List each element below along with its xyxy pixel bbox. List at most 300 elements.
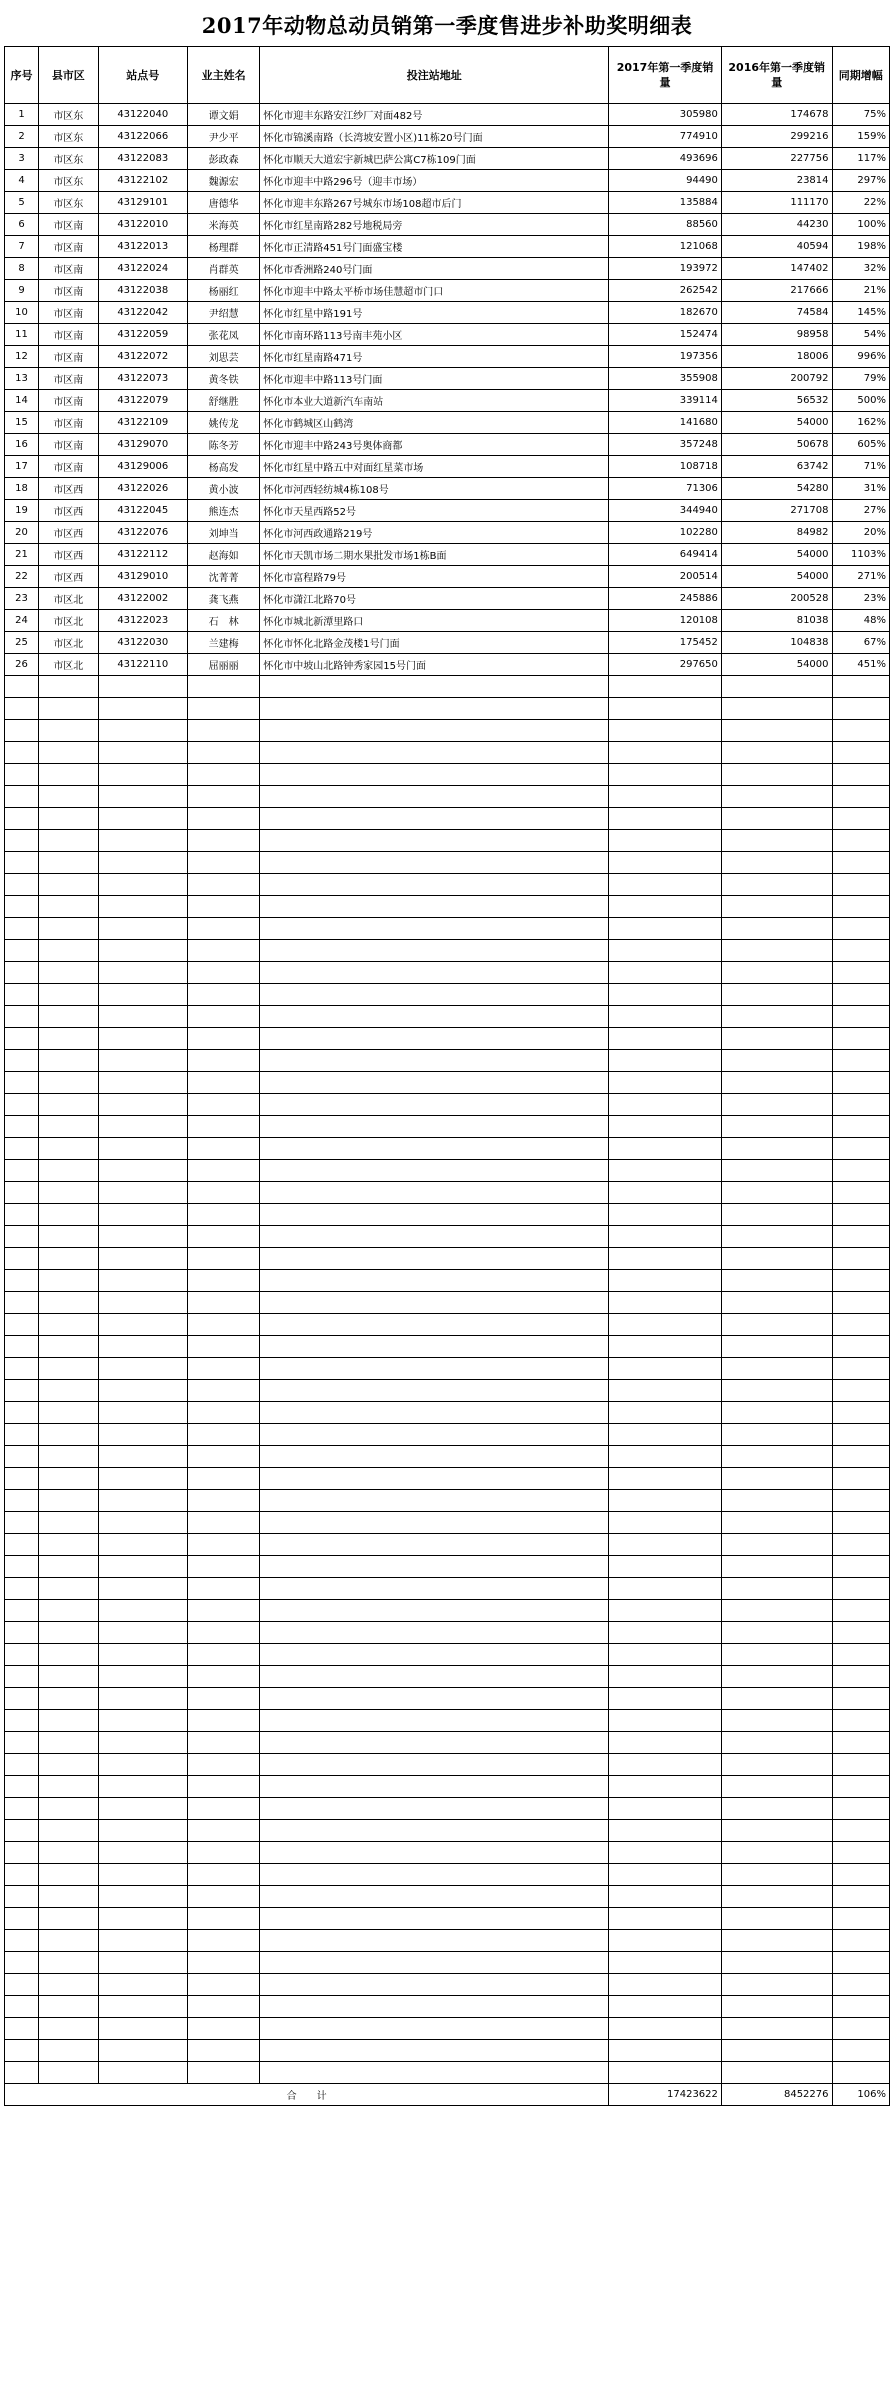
row-sales-2016 xyxy=(721,1358,832,1380)
row-sales-2017: 493696 xyxy=(609,148,722,170)
row-county: 市区西 xyxy=(39,544,99,566)
row-station xyxy=(98,1006,187,1028)
table-row-empty xyxy=(5,1930,890,1952)
table-row xyxy=(5,632,890,654)
row-station: 43122002 xyxy=(98,588,187,610)
row-sales-2017 xyxy=(609,1424,722,1446)
row-county xyxy=(39,1776,99,1798)
row-number xyxy=(5,764,39,786)
table-row-empty xyxy=(5,1490,890,1512)
row-owner xyxy=(187,1160,259,1182)
row-address xyxy=(260,764,609,786)
table-row-empty xyxy=(5,1820,890,1842)
row-sales-2017 xyxy=(609,1336,722,1358)
row-sales-2017: 357248 xyxy=(609,434,722,456)
row-growth xyxy=(832,1688,889,1710)
row-address xyxy=(260,742,609,764)
row-owner: 尹少平 xyxy=(187,126,259,148)
row-number xyxy=(5,1578,39,1600)
row-station xyxy=(98,1314,187,1336)
row-number xyxy=(5,1270,39,1292)
row-owner xyxy=(187,1600,259,1622)
row-address xyxy=(260,830,609,852)
row-owner xyxy=(187,1116,259,1138)
row-sales-2017: 262542 xyxy=(609,280,722,302)
row-sales-2016 xyxy=(721,1402,832,1424)
row-growth xyxy=(832,1248,889,1270)
row-sales-2017 xyxy=(609,1908,722,1930)
row-growth xyxy=(832,742,889,764)
table-row-empty xyxy=(5,1864,890,1886)
row-county xyxy=(39,1292,99,1314)
row-growth: 145% xyxy=(832,302,889,324)
row-number xyxy=(5,1798,39,1820)
row-county: 市区东 xyxy=(39,170,99,192)
row-station xyxy=(98,1688,187,1710)
table-row xyxy=(5,390,890,412)
row-number: 22 xyxy=(5,566,39,588)
row-county: 市区南 xyxy=(39,236,99,258)
row-station xyxy=(98,1754,187,1776)
row-address xyxy=(260,1490,609,1512)
row-sales-2016 xyxy=(721,1688,832,1710)
row-growth xyxy=(832,1358,889,1380)
row-owner xyxy=(187,1468,259,1490)
table-row xyxy=(5,434,890,456)
row-address xyxy=(260,1380,609,1402)
row-station xyxy=(98,918,187,940)
row-sales-2016 xyxy=(721,1446,832,1468)
row-address: 怀化市富程路79号 xyxy=(260,566,609,588)
row-sales-2017 xyxy=(609,1050,722,1072)
row-county xyxy=(39,1842,99,1864)
row-station: 43122112 xyxy=(98,544,187,566)
row-station: 43122072 xyxy=(98,346,187,368)
row-sales-2016: 98958 xyxy=(721,324,832,346)
table-row-empty xyxy=(5,2018,890,2040)
row-sales-2017 xyxy=(609,1248,722,1270)
row-growth xyxy=(832,808,889,830)
row-sales-2016 xyxy=(721,1842,832,1864)
row-owner: 龚飞燕 xyxy=(187,588,259,610)
row-address xyxy=(260,1556,609,1578)
table-row xyxy=(5,478,890,500)
row-address xyxy=(260,1732,609,1754)
row-county xyxy=(39,1028,99,1050)
row-number xyxy=(5,676,39,698)
table-row-empty xyxy=(5,1446,890,1468)
row-sales-2016 xyxy=(721,1138,832,1160)
row-number xyxy=(5,2062,39,2084)
table-row-empty xyxy=(5,940,890,962)
row-owner xyxy=(187,1226,259,1248)
row-sales-2017: 305980 xyxy=(609,104,722,126)
row-sales-2017 xyxy=(609,1226,722,1248)
row-county: 市区南 xyxy=(39,456,99,478)
row-sales-2017: 88560 xyxy=(609,214,722,236)
row-station: 43122024 xyxy=(98,258,187,280)
row-owner xyxy=(187,1006,259,1028)
row-sales-2017 xyxy=(609,896,722,918)
row-station xyxy=(98,786,187,808)
row-number: 20 xyxy=(5,522,39,544)
row-growth xyxy=(832,764,889,786)
table-row-empty xyxy=(5,1798,890,1820)
row-county: 市区南 xyxy=(39,434,99,456)
row-number xyxy=(5,1644,39,1666)
row-sales-2017: 108718 xyxy=(609,456,722,478)
row-station xyxy=(98,1182,187,1204)
row-number: 12 xyxy=(5,346,39,368)
row-sales-2016 xyxy=(721,1094,832,1116)
table-row xyxy=(5,346,890,368)
row-address: 怀化市怀化北路金茂楼1号门面 xyxy=(260,632,609,654)
row-county xyxy=(39,1072,99,1094)
row-owner xyxy=(187,808,259,830)
row-county xyxy=(39,1160,99,1182)
row-number xyxy=(5,1886,39,1908)
row-sales-2017 xyxy=(609,1952,722,1974)
row-station xyxy=(98,1270,187,1292)
row-sales-2016 xyxy=(721,1710,832,1732)
row-owner xyxy=(187,1952,259,1974)
row-sales-2017 xyxy=(609,1512,722,1534)
row-sales-2017 xyxy=(609,2018,722,2040)
row-owner: 尹绍慧 xyxy=(187,302,259,324)
row-address: 怀化市迎丰中路113号门面 xyxy=(260,368,609,390)
row-station xyxy=(98,676,187,698)
row-owner xyxy=(187,1072,259,1094)
row-sales-2016 xyxy=(721,1490,832,1512)
row-station xyxy=(98,1864,187,1886)
row-sales-2017 xyxy=(609,1930,722,1952)
row-growth xyxy=(832,1314,889,1336)
row-number xyxy=(5,1754,39,1776)
row-sales-2016: 40594 xyxy=(721,236,832,258)
header-row xyxy=(5,47,890,104)
row-owner: 谭文娟 xyxy=(187,104,259,126)
row-owner xyxy=(187,1028,259,1050)
row-county xyxy=(39,962,99,984)
row-sales-2016 xyxy=(721,918,832,940)
row-owner xyxy=(187,874,259,896)
row-address xyxy=(260,1622,609,1644)
table-row-empty xyxy=(5,918,890,940)
row-sales-2017: 71306 xyxy=(609,478,722,500)
table-row xyxy=(5,456,890,478)
row-county xyxy=(39,1050,99,1072)
row-number xyxy=(5,1072,39,1094)
row-owner xyxy=(187,1402,259,1424)
row-sales-2016 xyxy=(721,1270,832,1292)
row-growth xyxy=(832,2040,889,2062)
table-row-empty xyxy=(5,1424,890,1446)
row-owner xyxy=(187,1094,259,1116)
row-owner xyxy=(187,1842,259,1864)
row-station xyxy=(98,984,187,1006)
row-county xyxy=(39,764,99,786)
row-growth xyxy=(832,1886,889,1908)
table-row-empty xyxy=(5,1050,890,1072)
row-county xyxy=(39,1424,99,1446)
row-station: 43122059 xyxy=(98,324,187,346)
row-address: 怀化市迎丰中路太平桥市场佳慧超市门口 xyxy=(260,280,609,302)
row-sales-2017 xyxy=(609,1182,722,1204)
row-address xyxy=(260,1336,609,1358)
row-county xyxy=(39,1490,99,1512)
row-growth: 162% xyxy=(832,412,889,434)
row-county xyxy=(39,1644,99,1666)
row-growth xyxy=(832,1556,889,1578)
row-owner xyxy=(187,896,259,918)
row-sales-2017 xyxy=(609,1578,722,1600)
table-row-empty xyxy=(5,786,890,808)
row-sales-2016 xyxy=(721,1512,832,1534)
row-county xyxy=(39,1226,99,1248)
row-sales-2016: 54000 xyxy=(721,566,832,588)
row-station xyxy=(98,1798,187,1820)
row-sales-2016 xyxy=(721,1754,832,1776)
row-sales-2017: 339114 xyxy=(609,390,722,412)
row-station xyxy=(98,2040,187,2062)
row-growth: 500% xyxy=(832,390,889,412)
row-growth: 67% xyxy=(832,632,889,654)
row-growth xyxy=(832,2018,889,2040)
row-county: 市区西 xyxy=(39,500,99,522)
row-number xyxy=(5,1402,39,1424)
row-growth xyxy=(832,1006,889,1028)
row-sales-2017 xyxy=(609,1820,722,1842)
row-county xyxy=(39,918,99,940)
row-county xyxy=(39,1732,99,1754)
row-county: 市区南 xyxy=(39,324,99,346)
row-sales-2017 xyxy=(609,1710,722,1732)
row-county xyxy=(39,786,99,808)
row-owner xyxy=(187,962,259,984)
row-sales-2017: 121068 xyxy=(609,236,722,258)
row-growth xyxy=(832,1402,889,1424)
row-county xyxy=(39,742,99,764)
row-address xyxy=(260,1094,609,1116)
row-station xyxy=(98,1402,187,1424)
row-growth: 31% xyxy=(832,478,889,500)
row-owner: 杨丽红 xyxy=(187,280,259,302)
row-number xyxy=(5,1666,39,1688)
table-row xyxy=(5,170,890,192)
row-address xyxy=(260,1446,609,1468)
row-growth xyxy=(832,1380,889,1402)
row-number: 13 xyxy=(5,368,39,390)
row-growth: 1103% xyxy=(832,544,889,566)
row-number xyxy=(5,698,39,720)
row-station: 43122079 xyxy=(98,390,187,412)
row-county xyxy=(39,1138,99,1160)
row-number xyxy=(5,1094,39,1116)
row-owner: 魏源宏 xyxy=(187,170,259,192)
row-growth xyxy=(832,940,889,962)
row-sales-2016 xyxy=(721,1380,832,1402)
row-sales-2016 xyxy=(721,1226,832,1248)
table-row-empty xyxy=(5,1776,890,1798)
table-row-empty xyxy=(5,1028,890,1050)
row-sales-2016 xyxy=(721,764,832,786)
row-address: 怀化市天凯市场二期水果批发市场1栋B面 xyxy=(260,544,609,566)
row-growth xyxy=(832,1116,889,1138)
row-number xyxy=(5,1116,39,1138)
table-row-empty xyxy=(5,2062,890,2084)
row-sales-2017 xyxy=(609,1028,722,1050)
sales-table xyxy=(4,46,890,2106)
row-owner: 沈菁菁 xyxy=(187,566,259,588)
row-sales-2017: 182670 xyxy=(609,302,722,324)
row-growth xyxy=(832,1864,889,1886)
table-row-empty xyxy=(5,1622,890,1644)
row-station: 43129006 xyxy=(98,456,187,478)
row-growth: 71% xyxy=(832,456,889,478)
row-county xyxy=(39,1182,99,1204)
row-sales-2016 xyxy=(721,1072,832,1094)
row-sales-2017 xyxy=(609,1116,722,1138)
row-number xyxy=(5,1512,39,1534)
row-owner xyxy=(187,742,259,764)
row-owner xyxy=(187,1336,259,1358)
row-sales-2017 xyxy=(609,1402,722,1424)
row-growth: 159% xyxy=(832,126,889,148)
row-growth xyxy=(832,1050,889,1072)
row-number: 17 xyxy=(5,456,39,478)
row-station xyxy=(98,1732,187,1754)
row-address xyxy=(260,1952,609,1974)
row-owner xyxy=(187,1974,259,1996)
table-row-empty xyxy=(5,764,890,786)
table-row-empty xyxy=(5,1578,890,1600)
row-sales-2016: 56532 xyxy=(721,390,832,412)
row-station xyxy=(98,1468,187,1490)
row-county: 市区西 xyxy=(39,478,99,500)
row-sales-2016 xyxy=(721,1006,832,1028)
row-station xyxy=(98,1138,187,1160)
row-number xyxy=(5,720,39,742)
row-sales-2017 xyxy=(609,830,722,852)
row-sales-2017 xyxy=(609,786,722,808)
row-number xyxy=(5,984,39,1006)
table-row xyxy=(5,302,890,324)
header-growth: 同期增幅 xyxy=(832,47,889,104)
table-row xyxy=(5,412,890,434)
table-row-empty xyxy=(5,676,890,698)
row-growth: 79% xyxy=(832,368,889,390)
row-station xyxy=(98,2062,187,2084)
row-county xyxy=(39,2062,99,2084)
row-owner: 刘坤当 xyxy=(187,522,259,544)
row-sales-2017 xyxy=(609,1160,722,1182)
row-growth xyxy=(832,786,889,808)
table-row-empty xyxy=(5,1468,890,1490)
table-row-empty xyxy=(5,742,890,764)
row-address xyxy=(260,698,609,720)
row-station: 43122109 xyxy=(98,412,187,434)
row-sales-2016 xyxy=(721,1996,832,2018)
totals-sales-2016: 8452276 xyxy=(721,2084,832,2106)
row-county: 市区南 xyxy=(39,412,99,434)
row-owner xyxy=(187,1446,259,1468)
table-row xyxy=(5,214,890,236)
row-county xyxy=(39,896,99,918)
table-row-empty xyxy=(5,1314,890,1336)
row-owner xyxy=(187,1996,259,2018)
row-address: 怀化市潇江北路70号 xyxy=(260,588,609,610)
row-owner: 杨高发 xyxy=(187,456,259,478)
row-number xyxy=(5,1710,39,1732)
row-county: 市区北 xyxy=(39,632,99,654)
table-row xyxy=(5,104,890,126)
row-sales-2016 xyxy=(721,1534,832,1556)
row-growth xyxy=(832,1160,889,1182)
table-row-empty xyxy=(5,1380,890,1402)
row-sales-2017 xyxy=(609,1072,722,1094)
row-number xyxy=(5,1358,39,1380)
row-address: 怀化市中坡山北路钟秀家园15号门面 xyxy=(260,654,609,676)
row-station: 43122076 xyxy=(98,522,187,544)
row-owner xyxy=(187,1644,259,1666)
row-address xyxy=(260,1864,609,1886)
row-growth xyxy=(832,1468,889,1490)
row-address: 怀化市河西政通路219号 xyxy=(260,522,609,544)
row-growth xyxy=(832,1270,889,1292)
row-sales-2016: 217666 xyxy=(721,280,832,302)
row-number: 10 xyxy=(5,302,39,324)
row-sales-2016 xyxy=(721,984,832,1006)
row-county xyxy=(39,1688,99,1710)
row-station xyxy=(98,1512,187,1534)
row-owner xyxy=(187,1292,259,1314)
row-sales-2016: 54000 xyxy=(721,544,832,566)
row-sales-2017 xyxy=(609,1380,722,1402)
row-station xyxy=(98,720,187,742)
row-growth: 100% xyxy=(832,214,889,236)
table-row-empty xyxy=(5,1072,890,1094)
row-sales-2017 xyxy=(609,1622,722,1644)
row-owner xyxy=(187,1864,259,1886)
row-address xyxy=(260,896,609,918)
row-owner xyxy=(187,1380,259,1402)
row-sales-2016 xyxy=(721,1930,832,1952)
row-sales-2016: 174678 xyxy=(721,104,832,126)
row-sales-2016: 271708 xyxy=(721,500,832,522)
row-county xyxy=(39,1622,99,1644)
row-address xyxy=(260,1138,609,1160)
row-owner xyxy=(187,1534,259,1556)
row-address xyxy=(260,1072,609,1094)
table-row-empty xyxy=(5,830,890,852)
row-address xyxy=(260,962,609,984)
row-sales-2016: 18006 xyxy=(721,346,832,368)
row-sales-2017: 135884 xyxy=(609,192,722,214)
row-sales-2017 xyxy=(609,1754,722,1776)
row-sales-2016 xyxy=(721,1666,832,1688)
row-address: 怀化市迎丰中路243号奥体商都 xyxy=(260,434,609,456)
row-number xyxy=(5,940,39,962)
row-address xyxy=(260,1512,609,1534)
row-number xyxy=(5,786,39,808)
row-owner xyxy=(187,1776,259,1798)
row-number xyxy=(5,1138,39,1160)
row-address xyxy=(260,808,609,830)
row-address xyxy=(260,874,609,896)
row-county xyxy=(39,852,99,874)
row-station: 43122010 xyxy=(98,214,187,236)
row-station xyxy=(98,1380,187,1402)
